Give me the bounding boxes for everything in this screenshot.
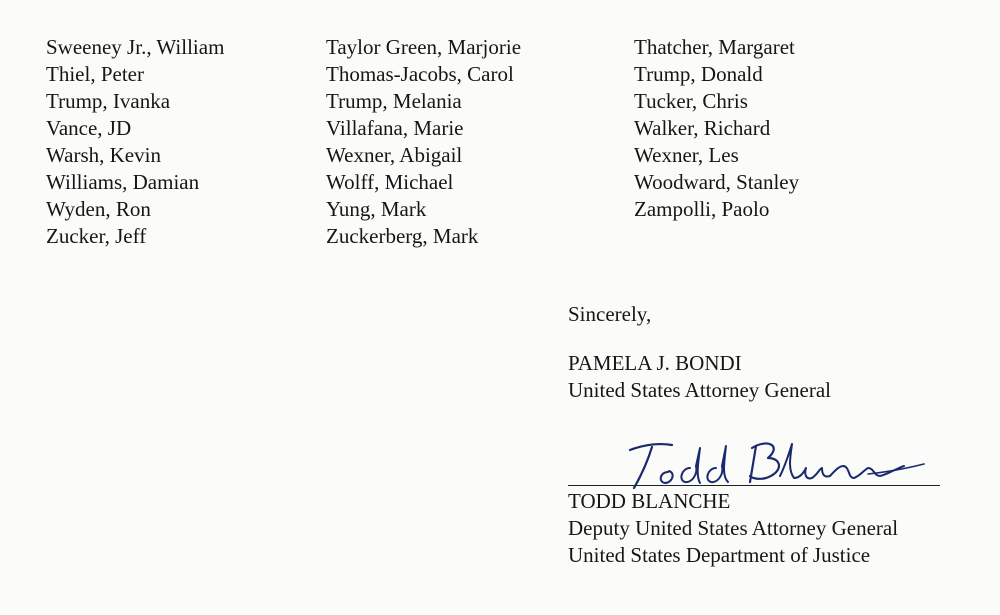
name-entry: Vance, JD: [46, 116, 132, 140]
name-entry: Wexner, Abigail: [326, 143, 463, 167]
name-entry: Taylor Green, Marjorie: [326, 35, 522, 59]
name-entry: Yung, Mark: [326, 197, 427, 221]
name-entry: Thomas-Jacobs, Carol: [326, 62, 514, 86]
name-entry: Trump, Donald: [634, 62, 763, 86]
name-entry: Thiel, Peter: [46, 62, 144, 86]
name-entry: Warsh, Kevin: [46, 143, 161, 167]
name-entry: Wolff, Michael: [326, 170, 454, 194]
names-column-3: [634, 34, 799, 223]
attorney-general-block: [568, 350, 831, 404]
name-entry: Zuckerberg, Mark: [326, 224, 479, 248]
deputy-department: United States Department of Justice: [568, 543, 871, 567]
name-entry: Zampolli, Paolo: [634, 197, 770, 221]
name-entry: Sweeney Jr., William: [46, 35, 225, 59]
deputy-name: TODD BLANCHE: [568, 489, 731, 513]
attorney-general-title: United States Attorney General: [568, 378, 832, 402]
deputy-title: Deputy United States Attorney General: [568, 516, 899, 540]
name-entry: Zucker, Jeff: [46, 224, 147, 248]
attorney-general-name: PAMELA J. BONDI: [568, 351, 742, 375]
names-column-1: [46, 34, 224, 250]
signature-strokes: [630, 443, 924, 488]
name-entry: Williams, Damian: [46, 170, 200, 194]
name-entry: Wexner, Les: [634, 143, 739, 167]
names-column-2: [326, 34, 521, 250]
name-entry: Villafana, Marie: [326, 116, 464, 140]
name-entry: Trump, Melania: [326, 89, 462, 113]
deputy-attorney-general-block: [568, 488, 898, 569]
name-entry: Woodward, Stanley: [634, 170, 800, 194]
name-entry: Wyden, Ron: [46, 197, 151, 221]
name-entry: Tucker, Chris: [634, 89, 748, 113]
closing-salutation: Sincerely,: [568, 302, 652, 326]
name-entry: Walker, Richard: [634, 116, 771, 140]
name-entry: Trump, Ivanka: [46, 89, 171, 113]
name-entry: Thatcher, Margaret: [634, 35, 795, 59]
signature-line: [568, 485, 940, 486]
